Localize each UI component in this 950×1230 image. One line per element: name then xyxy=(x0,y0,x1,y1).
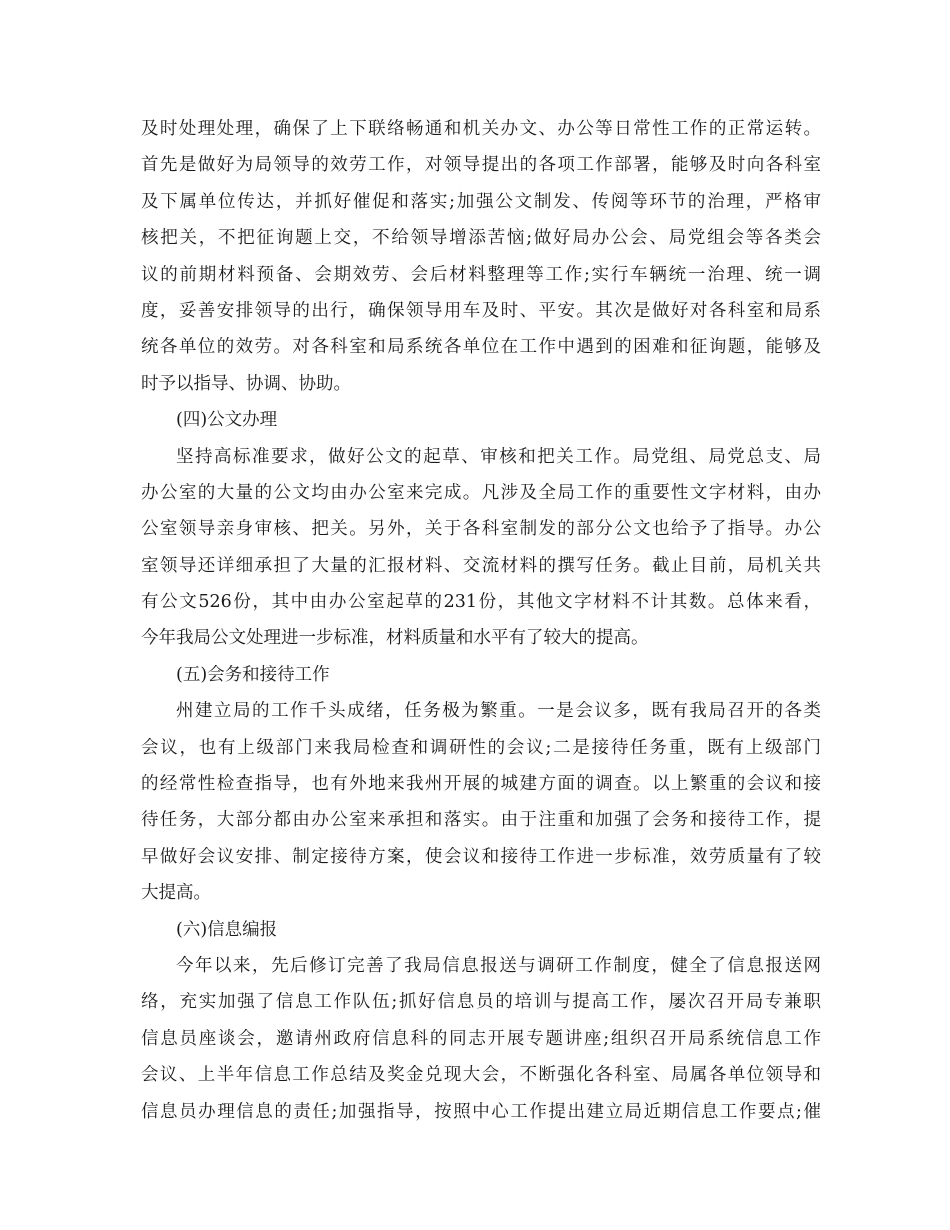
text-line: 络，充实加强了信息工作队伍;抓好信息员的培训与提高工作，屡次召开局专兼职 xyxy=(141,992,821,1013)
text-line: 州建立局的工作千头成绪，任务极为繁重。一是会议多，既有我局召开的各类 xyxy=(176,701,821,722)
text-line: 及下属单位传达，并抓好催促和落实;加强公文制发、传阅等环节的治理，严格审 xyxy=(141,191,821,212)
document-body xyxy=(141,111,821,1130)
text-line: 的经常性检查指导，也有外地来我州开展的城建方面的调查。以上繁重的会议和接 xyxy=(141,774,821,795)
text-line: 室领导还详细承担了大量的汇报材料、交流材料的撰写任务。截止目前，局机关共 xyxy=(141,555,821,576)
text-line: 坚持高标准要求，做好公文的起草、审核和把关工作。局党组、局党总支、局 xyxy=(176,446,821,467)
text-line: 早做好会议安排、制定接待方案，使会议和接待工作进一步标准，效劳质量有了较 xyxy=(141,846,821,867)
text-line: 办公室的大量的公文均由办公室来完成。凡涉及全局工作的重要性文字材料，由办 xyxy=(141,482,821,503)
text-line: 信息员办理信息的责任;加强指导，按照中心工作提出建立局近期信息工作要点;催 xyxy=(141,1101,821,1122)
text-line: 待任务，大部分都由办公室来承担和落实。由于注重和加强了会务和接待工作，提 xyxy=(141,810,821,831)
text-line: 统各单位的效劳。对各科室和局系统各单位在工作中遇到的困难和征询题，能够及 xyxy=(141,337,821,358)
text-line: 核把关，不把征询题上交，不给领导增添苦恼;做好局办公会、局党组会等各类会 xyxy=(141,228,821,249)
text-line: 议的前期材料预备、会期效劳、会后材料整理等工作;实行车辆统一治理、统一调 xyxy=(141,264,821,285)
text-line: 信息员座谈会，邀请州政府信息科的同志开展专题讲座;组织召开局系统信息工作 xyxy=(141,1028,821,1049)
text-line: 首先是做好为局领导的效劳工作，对领导提出的各项工作部署，能够及时向各科室 xyxy=(141,155,821,176)
text-line: 会议、上半年信息工作总结及奖金兑现大会，不断强化各科室、局属各单位领导和 xyxy=(141,1065,821,1086)
text-line: 公室领导亲身审核、把关。另外，关于各科室制发的部分公文也给予了指导。办公 xyxy=(141,519,821,540)
text-line: 今年以来，先后修订完善了我局信息报送与调研工作制度，健全了信息报送网 xyxy=(176,955,821,976)
text-line: 有公文526份，其中由办公室起草的231份，其他文字材料不计其数。总体来看， xyxy=(141,592,821,613)
text-line: 及时处理处理，确保了上下联络畅通和机关办文、办公等日常性工作的正常运转。 xyxy=(141,119,821,139)
section-heading: (五)会务和接待工作 xyxy=(176,664,330,685)
section-heading: (四)公文办理 xyxy=(176,410,278,431)
section-heading: (六)信息编报 xyxy=(176,919,278,940)
text-line: 大提高。 xyxy=(141,883,211,904)
text-line: 度，妥善安排领导的出行，确保领导用车及时、平安。其次是做好对各科室和局系 xyxy=(141,300,821,321)
text-line: 时予以指导、协调、协助。 xyxy=(141,373,351,394)
text-line: 会议，也有上级部门来我局检查和调研性的会议;二是接待任务重，既有上级部门 xyxy=(141,737,821,758)
text-line: 今年我局公文处理进一步标准，材料质量和水平有了较大的提高。 xyxy=(141,628,649,649)
